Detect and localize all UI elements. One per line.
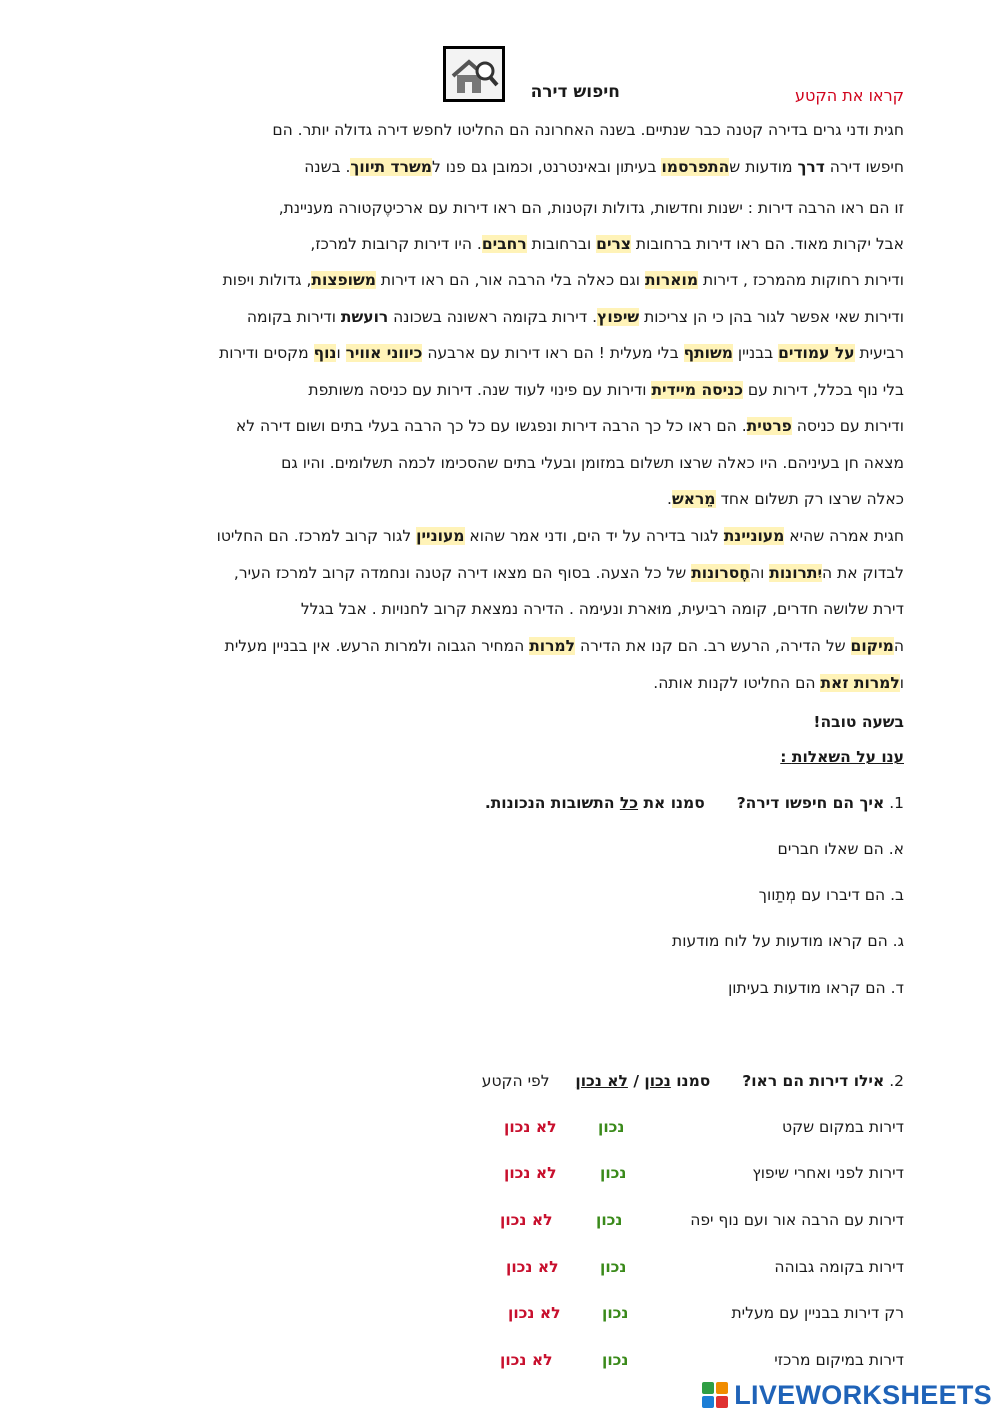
true-false-row [0,1258,1000,1282]
highlighted-word: למרות [529,637,576,655]
passage-text: דירת שלושה חדרים, קומה רביעית, מוּארת ונעימה . הדירה נמצאת קרוב לחנויות . אבל בגלל [300,600,904,618]
highlighted-word: נוף [313,344,337,362]
highlighted-word: התפרסמו [661,158,730,176]
highlighted-word: חֶסרונות [691,564,750,582]
read-instruction: קראו את הקטע [794,86,904,105]
false-option[interactable]: לא נכון [506,1258,559,1276]
false-option[interactable]: לא נכון [504,1164,557,1182]
q1-option-d[interactable]: ד. הם קראו מודעות בעיתון [728,979,904,997]
brand-mark-square [716,1396,728,1408]
passage-text: מקסים ודירות [219,344,314,362]
q1-option-c[interactable]: ג. הם קראו מודעות על לוח מודעות [672,932,904,950]
passage-line [217,526,904,546]
true-false-row [0,1118,1000,1142]
passage-text: וה [749,564,770,582]
passage-text: לגור קרוב למרכז. הם החליטו [216,527,417,545]
passage-text: בלי נוף בכלל, דירות עם [743,381,904,399]
highlighted-word: פרטית [746,417,792,435]
passage-text: ו [336,344,346,362]
statement: דירות לפני ואחרי שיפוץ [752,1164,904,1182]
highlighted-word: מֵראש [671,490,716,508]
true-option[interactable]: נכון [602,1304,629,1322]
highlighted-word: שיפוץ [597,308,640,326]
passage-text: בלי מעלית ! הם ראו דירות עם ארבעה [422,344,684,362]
passage-text: זו הם ראו הרבה דירות : ישנות וחדשות, גדולות וקטנות, הם ראו דירות עם ארכיטֶקטורה מעניינת, [278,199,904,217]
true-false-row [0,1351,1000,1375]
false-option[interactable]: לא נכון [508,1304,561,1322]
highlighted-word: כיווני אוויר [345,344,423,362]
passage-text: ודירות בקומה [246,308,341,326]
passage-text: לגור בדירה על יד הים, ודני אמר שהוא [464,527,724,545]
passage-text: מצאה חן בעיניהם. היו כאלה שרצו תשלום במזומן ובעלי בתים שהסכימו לכמה תשלומים. והיו גם [281,454,904,472]
brand-mark-square [702,1396,714,1408]
passage-line [310,234,904,254]
q1-option-a[interactable]: א. הם שאלו חברים [777,840,904,858]
passage-text: חיפשו דירה [824,158,904,176]
passage-text: חגית אמרה שהיא [784,527,904,545]
question-2 [482,1072,904,1090]
passage-line [304,157,904,177]
passage-text: של כל הצעה. בסוף הם מצאו דירה קטנה ונחמדה קרוב למרכז העיר, [233,564,692,582]
q2-instruction-tail: לפי הקטע [481,1072,550,1090]
q2-instruction: סמנו נכון / לא נכון [575,1072,711,1090]
passage-text: ודירות עם כניסה [791,417,904,435]
passage-text: המחיר הגבוה ולמרות הרעש. אין בבניין מעלית [224,637,530,655]
passage-text: ה [893,637,904,655]
passage-line [225,636,904,656]
statement: דירות עם הרבה אור ועם נוף יפה [690,1211,904,1229]
q2-number: 2. [889,1072,904,1090]
passage-line [308,380,904,400]
liveworksheets-logo [702,1378,992,1412]
q1-text: איך הם חיפשו דירה? [736,794,885,812]
passage-line [301,599,904,619]
passage-text: . [667,490,672,508]
passage-text: . הם ראו כל כך הרבה דירות ונפגשו עם כל כך הרבה בעלי בתים ושום דירה לא [235,417,747,435]
true-false-row [0,1211,1000,1235]
highlighted-word: יִתרונות [769,564,823,582]
true-option[interactable]: נכון [598,1118,625,1136]
passage-text: כאלה שרצו רק תשלום אחד [715,490,904,508]
passage-text: ודירות רחוקות מהמרכז , דירות [698,271,904,289]
statement: דירות במקום שקט [782,1118,904,1136]
highlighted-word: מעוניינת [723,527,785,545]
passage-line [223,270,904,290]
q1-option-b[interactable]: ב. הם דיברו עם מְתַווך [758,886,904,904]
passage-text: . בשנה [304,158,351,176]
passage-line [236,416,904,436]
passage-line [219,343,904,363]
passage-line [247,307,904,327]
highlighted-word: למרות זאת [820,674,900,692]
highlighted-word: משרד תיווך [350,158,432,176]
passage-text: . דירות בקומה ראשונה בשכונה [388,308,598,326]
passage-text: לבדוק את ה [822,564,904,582]
highlighted-word: על עמודים [778,344,855,362]
brand-mark-icon [702,1382,728,1408]
passage-text: של הדירה, הרעש רב. הם קנו את הדירה [575,637,851,655]
statement: רק דירות בבניין עם מעלית [731,1304,904,1322]
true-option[interactable]: נכון [596,1211,623,1229]
q2-text: אילו דירות הם ראו? [742,1072,885,1090]
bold-word: רועשת [340,308,389,326]
passage-line [653,673,904,693]
highlighted-word: מוארות [644,271,699,289]
questions-heading: ענו על השאלות : [780,748,904,766]
passage-line [279,198,904,218]
house-search-icon [443,46,505,102]
q1-number: 1. [889,794,904,812]
false-option[interactable]: לא נכון [500,1351,553,1369]
highlighted-word: רחבים [481,235,527,253]
passage-line [234,563,904,583]
passage-text: הם החליטו לקנות אותה. [653,674,821,692]
true-false-row [0,1164,1000,1188]
true-option[interactable]: נכון [602,1351,629,1369]
passage-text: רביעית [854,344,904,362]
statement: דירות בקומה גבוהה [774,1258,904,1276]
passage-text: אבל יקרות מאוד. הם ראו דירות ברחובות [630,235,904,253]
passage-text: , גדולות ויפות [222,271,312,289]
true-false-row [0,1304,1000,1328]
true-option[interactable]: נכון [600,1258,627,1276]
statement: דירות במיקום מרכזי [774,1351,904,1369]
passage-text: בבניין [732,344,779,362]
passage-text: וגם כאלה בלי הרבה אור, הם ראו דירות [375,271,645,289]
passage-text: חגית ודני גרים בדירה קטנה כבר שנתיים. בשנה האחרונה הם החליטו לחפש דירה גדולה יותר. הם [272,121,904,139]
highlighted-word: מעוניין [416,527,465,545]
passage-text: ו [899,674,904,692]
brand-mark-square [702,1382,714,1394]
passage-text: בעיתון ובאינטרנט, וכמובן גם פנו ל [431,158,662,176]
passage-text: וברחובות [526,235,597,253]
highlighted-word: מיקום [850,637,894,655]
false-option[interactable]: לא נכון [500,1211,553,1229]
passage-line [667,489,904,509]
passage-line [281,453,904,473]
brand-mark-square [716,1382,728,1394]
page-title: חיפוש דירה [530,82,620,102]
highlighted-word: כניסה מיידית [651,381,743,399]
highlighted-word: משופצות [311,271,376,289]
passage-text: . היו דירות קרובות למרכז, [310,235,482,253]
highlighted-word: משותף [683,344,733,362]
false-option[interactable]: לא נכון [504,1118,557,1136]
passage-text: ודירות שאי אפשר לגור בהן כי הן צריכות [639,308,904,326]
true-option[interactable]: נכון [600,1164,627,1182]
q1-instruction: סמנו את כל התשובות הנכונות. [484,794,705,812]
passage-line [272,120,904,140]
highlighted-word: צרים [596,235,631,253]
question-1 [485,794,904,812]
passage-text: מודעות ש [729,158,798,176]
passage-text: ודירות עם פינוי לעוד שנה. דירות עם כניסה משותפת [308,381,652,399]
brand-name: LIVEWORKSHEETS [734,1379,992,1410]
bold-word: דרך [797,158,825,176]
passage-closing: בשעה טובה! [813,713,904,731]
